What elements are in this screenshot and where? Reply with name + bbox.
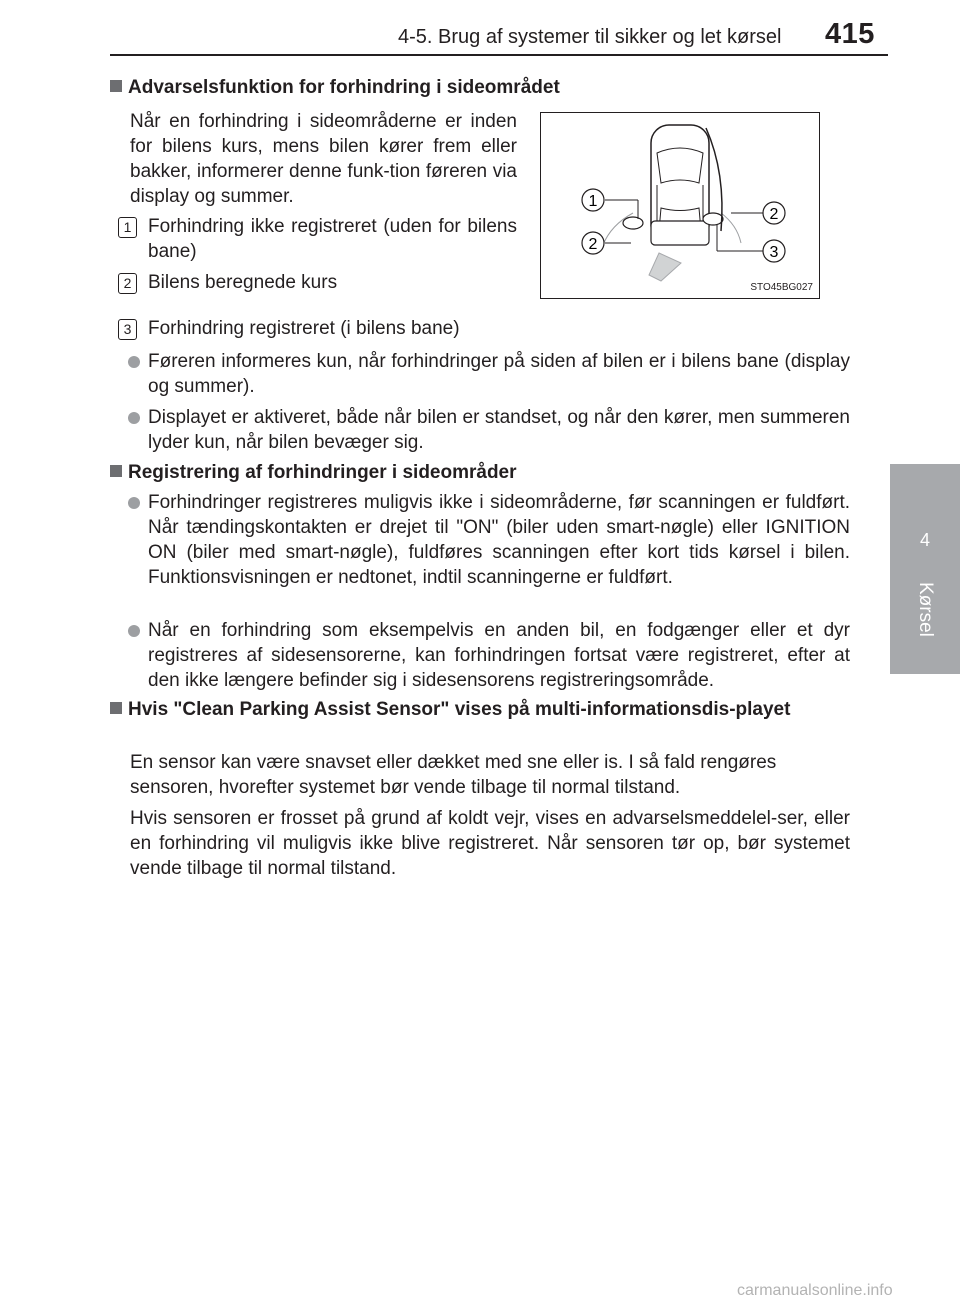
bullet-text: Forhindringer registreres muligvis ikke i sideområderne, før scanningen er fuldført. Når tændingskontakten er drejet til "ON" (biler uden smart-nøgle) eller IGNITION ON (biler med smart-nøgle), fuldføres scanningen efter kort tids kørsel i bilen. Funktionsvisningen er nedtonet, indtil scanningerne er fuldført. [148,492,850,588]
callout-label: 2 [588,236,598,253]
heading-text: Registrering af forhindringer i sideområder [128,462,517,483]
number-badge: 2 [118,273,137,294]
section-title: 4-5. Brug af systemer til sikker og let kørsel [398,26,782,48]
bullet-item [128,405,850,455]
callout-label: 3 [769,244,779,261]
number-badge: 1 [118,217,137,238]
page-number: 415 [825,18,875,50]
chapter-label: Kørsel [915,582,936,637]
bullet-item [128,490,850,590]
callout-label: 1 [588,193,598,210]
list-item [118,270,517,295]
chapter-tab [890,464,960,674]
square-bullet-icon [110,80,122,92]
paragraph: Hvis sensoren er frosset på grund af koldt vejr, vises en advarselsmeddelel-ser, eller en forhindring vil muligvis ikke blive registreret. Når sensoren tør op, bør systemet vende tilbage til normal tilstand. [130,808,850,879]
paragraph: En sensor kan være snavset eller dækket med sne eller is. I så fald rengøres sensoren, hvorefter systemet bør vende tilbage til normal tilstand. [130,752,777,798]
sensor-diagram [540,112,820,299]
heading-text: Advarselsfunktion for forhindring i sideområdet [128,77,560,98]
bullet-text: Displayet er aktiveret, både når bilen er standset, og når den kører, men summeren lyder kun, når bilen bevæger sig. [148,407,850,453]
car-diagram-icon [541,113,819,298]
item-text: Forhindring ikke registreret (uden for bilens bane) [148,216,517,262]
item-text: Forhindring registreret (i bilens bane) [148,318,460,339]
square-bullet-icon [110,465,122,477]
square-bullet-icon [110,702,122,714]
list-item [118,316,718,341]
bullet-text: Når en forhindring som eksempelvis en anden bil, en fodgænger eller et dyr registreres af sidesensorerne, kan forhindringen fortsat være registreret, efter at den ikke længere befinder sig i sidesensorens registreringsområde. [148,620,850,691]
header-rule [110,54,888,56]
heading-text: Hvis "Clean Parking Assist Sensor" vises på multi-informationsdis-playet [128,699,791,720]
section-heading [110,460,855,485]
callout-label: 2 [769,206,779,223]
intro-paragraph: Når en forhindring i sideområderne er inden for bilens kurs, mens bilen kører frem eller bakker, informerer denne funk-tion føreren via display og summer. [130,111,517,207]
watermark: carmanualsonline.info [737,1282,893,1299]
bullet-icon [128,412,140,424]
item-text: Bilens beregnede kurs [148,272,338,293]
list-item [118,214,517,264]
bullet-icon [128,497,140,509]
chapter-number: 4 [919,530,930,550]
bullet-icon [128,625,140,637]
bullet-item [128,618,850,693]
number-badge: 3 [118,319,137,340]
section-heading [110,75,855,100]
bullet-icon [128,356,140,368]
section-heading [110,697,850,722]
figure-code: STO45BG027 [750,282,813,293]
bullet-text: Føreren informeres kun, når forhindringer på siden af bilen er i bilens bane (display og summer). [148,351,850,397]
bullet-item [128,349,850,399]
